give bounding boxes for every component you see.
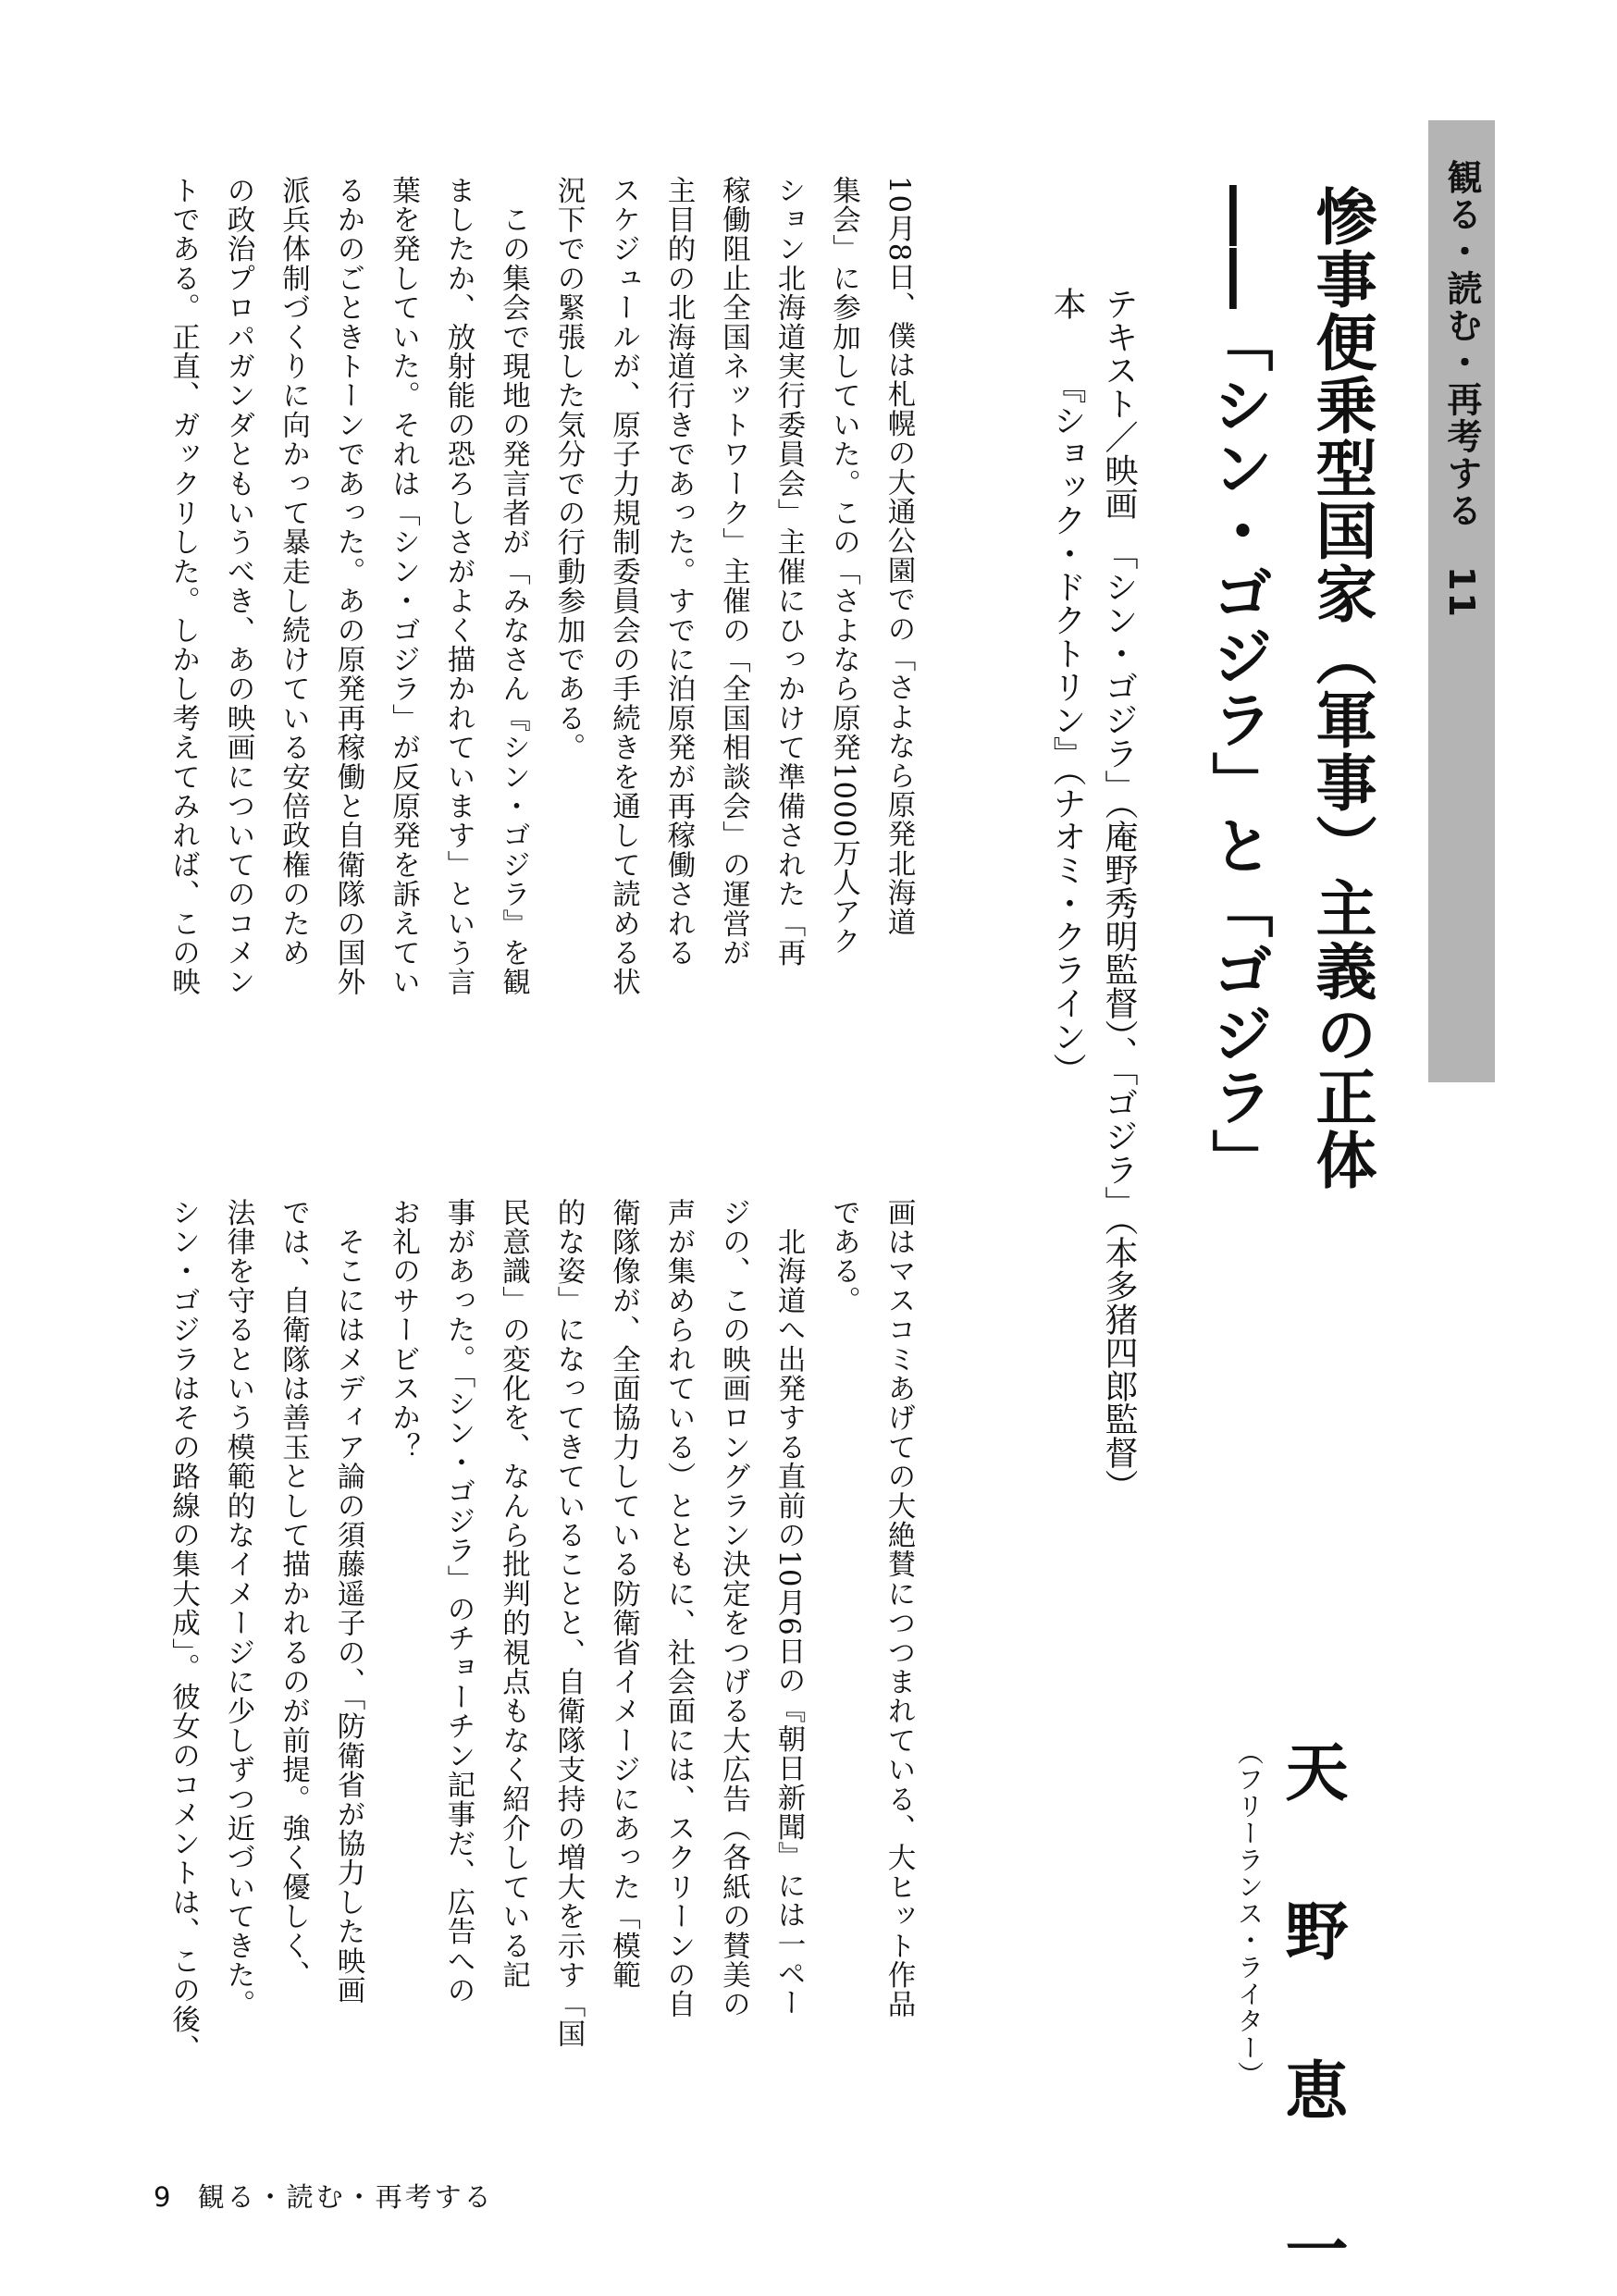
body-text-upper: 10月8日、僕は札幌の大通公園での「さよなら原発北海道 集会」に参加していた。この「さよなら原発1000万人アク ション北海道実行委員会」主催にひっかけて準備された「再 稼働阻止全国ネットワーク」主催の「全国相談会」の運営が 主目的の北海道行きであった。すでに泊原発が再稼働される スケジュールが、原子力規制委員会の手続きを通して読める状 況下での緊張した気分での行動参加である。 この集会で現地の発言者が「みなさん『シン・ゴジラ』を観 ましたか、放射能の恐ろしさがよく描かれています」という言 葉を発していた。それは「シン・ゴジラ」が反原発を訴えてい るかのごときトーンであった。あの原発再稼働と自衛隊の国外 派兵体制づくりに向かって暴走し続けている安倍政権のため の政治プロパガンダともいうべき、あの映画についてのコメン トである。正直、ガックリした。しかし考えてみれば、この映	[167, 176, 915, 997]
article-subtitle: テキスト／映画 「シン・ゴジラ」（庵野秀明監督）、「ゴジラ」（本多猪四郎監督） 本 『ショック・ドクトリン』（ナオミ・クライン）	[1048, 287, 1138, 1502]
body-text-lower: 画はマスコミあげての大絶賛につつまれている、大ヒット作品 である。 北海道へ出発する直前の10月6日の『朝日新聞』には一ペー ジの、この映画ロングラン決定をつげる大広告（各紙の賛美の 声が集められている）とともに、社会面には、スクリーンの自 衛隊像が、全面協力している防衛省イメージにあった「模範 的な姿」になってきていることと、自衛隊支持の増大を示す「国 民意識」の変化を、なんら批判的視点もなく紹介している記 事があった。「シン・ゴジラ」のチョーチン記事だ、広告への お礼のサービスか？ そこにはメディア論の須藤遥子の、「防衛省が協力した映画 では、自衛隊は善玉として描かれるのが前提。強く優しく、 法律を守るという模範的なイメージに少しずつ近づいてきた。 シン・ゴジラはその路線の集大成」。彼女のコメントは、この後、	[167, 1198, 915, 2064]
page-number: 9	[154, 2181, 174, 2213]
article-title: 惨事便乗型国家（軍事）主義の正体 ――「シン・ゴジラ」と「ゴジラ」	[1202, 185, 1377, 1191]
page-footer	[154, 2177, 494, 2215]
series-label: 観る・読む・再考する 11	[1441, 159, 1482, 619]
series-tab	[1428, 120, 1495, 1082]
author-name: 天 野 恵 一	[1275, 1739, 1349, 2296]
running-title: 観る・読む・再考する	[197, 2181, 494, 2213]
author-affiliation: （フリーランス・ライター）	[1234, 1739, 1265, 2088]
